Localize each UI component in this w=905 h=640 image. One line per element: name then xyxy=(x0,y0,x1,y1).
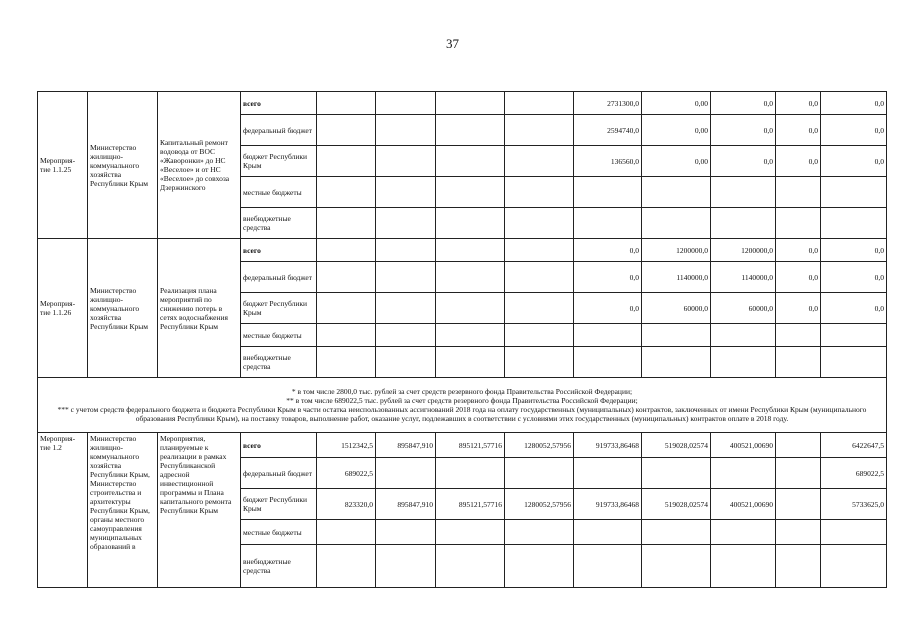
footnote-2: ** в том числе 689022,5 тыс. рублей за счет средств резервного фонда Правительства Российской Федерации; xyxy=(286,396,638,405)
value-cell xyxy=(821,347,887,378)
value-cell: 0,0 xyxy=(711,92,776,115)
value-cell: 2731300,0 xyxy=(574,92,642,115)
value-cell xyxy=(505,458,574,489)
value-cell xyxy=(317,177,376,208)
value-cell: 919733,86468 xyxy=(574,489,642,520)
value-cell: 689022,5 xyxy=(317,458,376,489)
value-cell: 1280052,57956 xyxy=(505,489,574,520)
value-cell: 0,0 xyxy=(821,262,887,293)
table-row xyxy=(38,433,887,458)
value-cell xyxy=(376,347,436,378)
value-cell: 1140000,0 xyxy=(711,262,776,293)
value-cell xyxy=(436,239,505,262)
value-cell xyxy=(317,293,376,324)
value-cell xyxy=(505,545,574,588)
value-cell xyxy=(376,115,436,146)
value-cell xyxy=(505,177,574,208)
value-cell xyxy=(776,208,821,239)
value-cell xyxy=(821,520,887,545)
value-cell: 895121,57716 xyxy=(436,433,505,458)
source-cell: бюджет Республики Крым xyxy=(241,146,317,177)
value-cell: 895847,910 xyxy=(376,433,436,458)
value-cell: 0,0 xyxy=(776,146,821,177)
value-cell xyxy=(317,239,376,262)
value-cell xyxy=(574,208,642,239)
footnote-1: * в том числе 2800,0 тыс. рублей за счет средств резервного фонда Правительства Российской Федерации; xyxy=(291,387,633,396)
value-cell: 0,0 xyxy=(574,239,642,262)
source-cell: внебюджетные средства xyxy=(241,347,317,378)
value-cell: 0,0 xyxy=(821,146,887,177)
value-cell xyxy=(711,324,776,347)
value-cell: 0,0 xyxy=(711,146,776,177)
value-cell: 6422647,5 xyxy=(821,433,887,458)
value-cell: 919733,86468 xyxy=(574,433,642,458)
value-cell xyxy=(436,324,505,347)
value-cell xyxy=(776,545,821,588)
value-cell xyxy=(436,293,505,324)
value-cell: 823320,0 xyxy=(317,489,376,520)
notes-row xyxy=(38,378,887,433)
executor-cell: Министерство жилищно-коммунального хозяйства Республики Крым xyxy=(88,239,158,378)
value-cell xyxy=(436,520,505,545)
value-cell: 0,0 xyxy=(821,92,887,115)
value-cell xyxy=(505,520,574,545)
source-cell: внебюджетные средства xyxy=(241,208,317,239)
value-cell: 0,0 xyxy=(776,115,821,146)
table-row xyxy=(38,92,887,115)
value-cell xyxy=(376,520,436,545)
executor-cell: Министерство жилищно-коммунального хозяйства Республики Крым xyxy=(88,92,158,239)
value-cell: 5733625,0 xyxy=(821,489,887,520)
source-cell: федеральный бюджет xyxy=(241,262,317,293)
value-cell xyxy=(317,146,376,177)
value-cell xyxy=(505,115,574,146)
value-cell xyxy=(574,520,642,545)
value-cell xyxy=(505,92,574,115)
value-cell xyxy=(436,92,505,115)
value-cell xyxy=(317,347,376,378)
footnote-3: *** с учетом средств федерального бюджета и бюджета Республики Крым в части остатка неиспользованных ассигнований 2018 года на оплату государственных (муниципальных) контрактов, заключенных от имени Республики Крым (муниципального образования Республики Крым), на поставку товаров, выполнение работ, оказание услуг, подлежавших в соответствии с условиями этих государственных (муниципальных) контрактов оплате в 2018 году. xyxy=(57,405,867,423)
value-cell: 0,0 xyxy=(821,115,887,146)
value-cell xyxy=(436,545,505,588)
value-cell: 0,0 xyxy=(776,239,821,262)
value-cell xyxy=(642,520,711,545)
value-cell: 60000,0 xyxy=(711,293,776,324)
value-cell: 0,00 xyxy=(642,92,711,115)
value-cell xyxy=(711,347,776,378)
source-cell: местные бюджеты xyxy=(241,177,317,208)
value-cell xyxy=(436,177,505,208)
value-cell: 895847,910 xyxy=(376,489,436,520)
source-cell: внебюджетные средства xyxy=(241,545,317,588)
value-cell: 0,0 xyxy=(574,262,642,293)
event-cell: Мероприя-тие 1.2 xyxy=(38,433,88,588)
value-cell: 1200000,0 xyxy=(642,239,711,262)
value-cell: 0,00 xyxy=(642,146,711,177)
value-cell xyxy=(711,520,776,545)
value-cell xyxy=(317,208,376,239)
value-cell xyxy=(505,347,574,378)
value-cell xyxy=(776,347,821,378)
value-cell: 1280052,57956 xyxy=(505,433,574,458)
source-cell: федеральный бюджет xyxy=(241,458,317,489)
value-cell: 519028,02574 xyxy=(642,433,711,458)
value-cell: 689022,5 xyxy=(821,458,887,489)
value-cell xyxy=(376,92,436,115)
source-cell: местные бюджеты xyxy=(241,324,317,347)
value-cell xyxy=(642,347,711,378)
value-cell xyxy=(505,239,574,262)
value-cell xyxy=(376,208,436,239)
value-cell xyxy=(505,208,574,239)
value-cell: 400521,00690 xyxy=(711,489,776,520)
value-cell xyxy=(317,520,376,545)
value-cell: 60000,0 xyxy=(642,293,711,324)
value-cell xyxy=(642,458,711,489)
value-cell xyxy=(436,262,505,293)
value-cell xyxy=(776,520,821,545)
value-cell xyxy=(436,146,505,177)
value-cell xyxy=(642,545,711,588)
value-cell xyxy=(711,545,776,588)
event-name-cell: Мероприятия, планируемые к реализации в рамках Республиканской адресной инвестиционной программы и Плана капитального ремонта Республики Крым xyxy=(158,433,241,588)
value-cell xyxy=(574,324,642,347)
table-row xyxy=(38,239,887,262)
value-cell xyxy=(821,545,887,588)
value-cell: 0,0 xyxy=(776,293,821,324)
value-cell: 1200000,0 xyxy=(711,239,776,262)
value-cell xyxy=(436,115,505,146)
value-cell xyxy=(317,115,376,146)
value-cell xyxy=(574,545,642,588)
source-cell: всего xyxy=(241,433,317,458)
value-cell: 0,0 xyxy=(776,262,821,293)
value-cell xyxy=(317,545,376,588)
value-cell xyxy=(776,177,821,208)
value-cell: 895121,57716 xyxy=(436,489,505,520)
value-cell: 1512342,5 xyxy=(317,433,376,458)
value-cell xyxy=(574,177,642,208)
value-cell xyxy=(821,208,887,239)
value-cell: 1140000,0 xyxy=(642,262,711,293)
value-cell xyxy=(317,92,376,115)
value-cell xyxy=(436,347,505,378)
value-cell: 2594740,0 xyxy=(574,115,642,146)
source-cell: бюджет Республики Крым xyxy=(241,293,317,324)
page-number: 37 xyxy=(446,36,459,51)
value-cell xyxy=(574,347,642,378)
value-cell xyxy=(376,262,436,293)
value-cell: 0,0 xyxy=(821,293,887,324)
value-cell xyxy=(642,208,711,239)
value-cell xyxy=(711,458,776,489)
value-cell xyxy=(505,293,574,324)
value-cell xyxy=(505,324,574,347)
footnotes xyxy=(38,378,887,433)
budget-table xyxy=(37,91,887,588)
value-cell xyxy=(505,262,574,293)
value-cell: 400521,00690 xyxy=(711,433,776,458)
value-cell: 0,0 xyxy=(821,239,887,262)
value-cell xyxy=(776,324,821,347)
event-cell: Мероприя-тие 1.1.26 xyxy=(38,239,88,378)
value-cell: 0,0 xyxy=(776,92,821,115)
value-cell xyxy=(376,293,436,324)
value-cell xyxy=(376,545,436,588)
value-cell xyxy=(376,146,436,177)
value-cell xyxy=(711,177,776,208)
value-cell: 519028,02574 xyxy=(642,489,711,520)
value-cell xyxy=(776,489,821,520)
value-cell: 136560,0 xyxy=(574,146,642,177)
value-cell xyxy=(436,208,505,239)
value-cell xyxy=(505,146,574,177)
value-cell xyxy=(642,324,711,347)
value-cell xyxy=(776,433,821,458)
source-cell: бюджет Республики Крым xyxy=(241,489,317,520)
value-cell: 0,0 xyxy=(574,293,642,324)
value-cell: 0,00 xyxy=(642,115,711,146)
value-cell xyxy=(317,324,376,347)
value-cell xyxy=(376,458,436,489)
value-cell xyxy=(642,177,711,208)
value-cell xyxy=(436,458,505,489)
source-cell: федеральный бюджет xyxy=(241,115,317,146)
value-cell xyxy=(821,177,887,208)
value-cell xyxy=(376,324,436,347)
source-cell: всего xyxy=(241,92,317,115)
event-cell: Мероприя-тие 1.1.25 xyxy=(38,92,88,239)
value-cell xyxy=(574,458,642,489)
value-cell xyxy=(376,239,436,262)
event-name-cell: Реализация плана мероприятий по снижению потерь в сетях водоснабжения Республики Крым xyxy=(158,239,241,378)
source-cell: местные бюджеты xyxy=(241,520,317,545)
value-cell xyxy=(821,324,887,347)
value-cell: 0,0 xyxy=(711,115,776,146)
value-cell xyxy=(711,208,776,239)
event-name-cell: Капитальный ремонт водовода от ВОС «Жаворонки» до НС «Веселое» и от НС «Веселое» до совхоза Дзержинского xyxy=(158,92,241,239)
value-cell xyxy=(317,262,376,293)
value-cell xyxy=(776,458,821,489)
source-cell: всего xyxy=(241,239,317,262)
value-cell xyxy=(376,177,436,208)
executor-cell: Министерство жилищно-коммунального хозяйства Республики Крым, Министерство строительства и архитектуры Республики Крым, органы местного самоуправления муниципальных образований в xyxy=(88,433,158,588)
